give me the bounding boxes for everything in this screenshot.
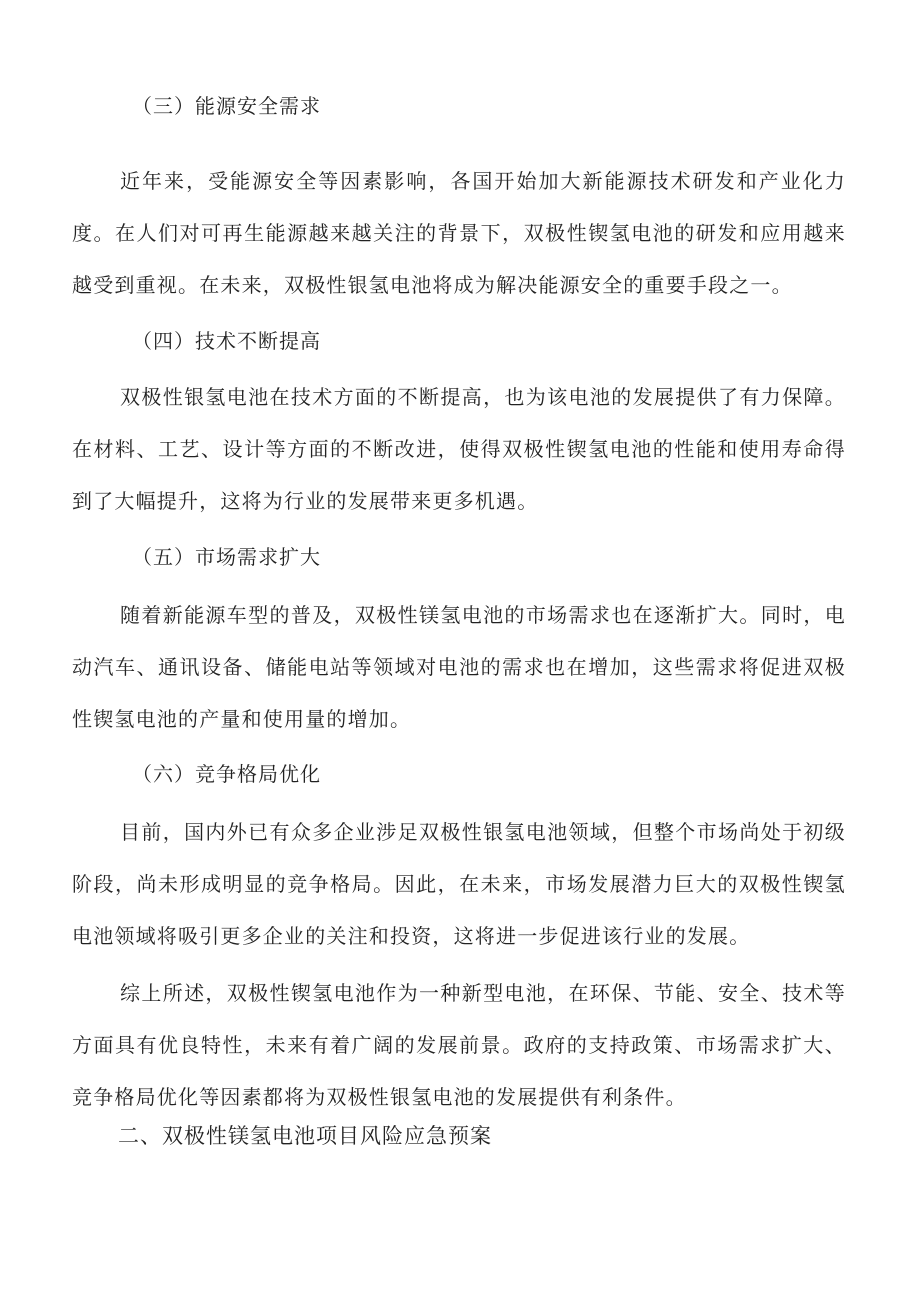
section-heading-risk-plan: 二、双极性镁氢电池项目风险应急预案 [118, 1124, 492, 1148]
subheading-energy-security: （三）能源安全需求 [132, 94, 321, 118]
subheading-competition: （六）竞争格局优化 [132, 762, 321, 786]
paragraph-summary: 综上所述，双极性锲氢电池作为一种新型电池，在环保、节能、安全、技术等方面具有优良特性，未来有着广阔的发展前景。政府的支持政策、市场需求扩大、竞争格局优化等因素都将为双极性银氢电池的发展提供有利条件。 [72, 981, 846, 1109]
subheading-technology: （四）技术不断提高 [132, 329, 321, 353]
paragraph-market-demand: 随着新能源车型的普及，双极性镁氢电池的市场需求也在逐渐扩大。同时，电动汽车、通讯设备、储能电站等领域对电池的需求也在增加，这些需求将促进双极性锲氢电池的产量和使用量的增加。 [72, 603, 846, 731]
subheading-market-demand: （五）市场需求扩大 [132, 545, 321, 569]
paragraph-competition: 目前，国内外已有众多企业涉足双极性银氢电池领域，但整个市场尚处于初级阶段，尚未形成明显的竞争格局。因此，在未来，市场发展潜力巨大的双极性锲氢电池领域将吸引更多企业的关注和投资，这将进一步促进该行业的发展。 [72, 820, 846, 948]
paragraph-energy-security: 近年来，受能源安全等因素影响，各国开始加大新能源技术研发和产业化力度。在人们对可再生能源越来越关注的背景下，双极性锲氢电池的研发和应用越来越受到重视。在未来，双极性银氢电池将成为解决能源安全的重要手段之一。 [72, 169, 846, 297]
paragraph-technology: 双极性银氢电池在技术方面的不断提高，也为该电池的发展提供了有力保障。在材料、工艺、设计等方面的不断改进，使得双极性锲氢电池的性能和使用寿命得到了大幅提升，这将为行业的发展带来更多机遇。 [72, 385, 846, 513]
